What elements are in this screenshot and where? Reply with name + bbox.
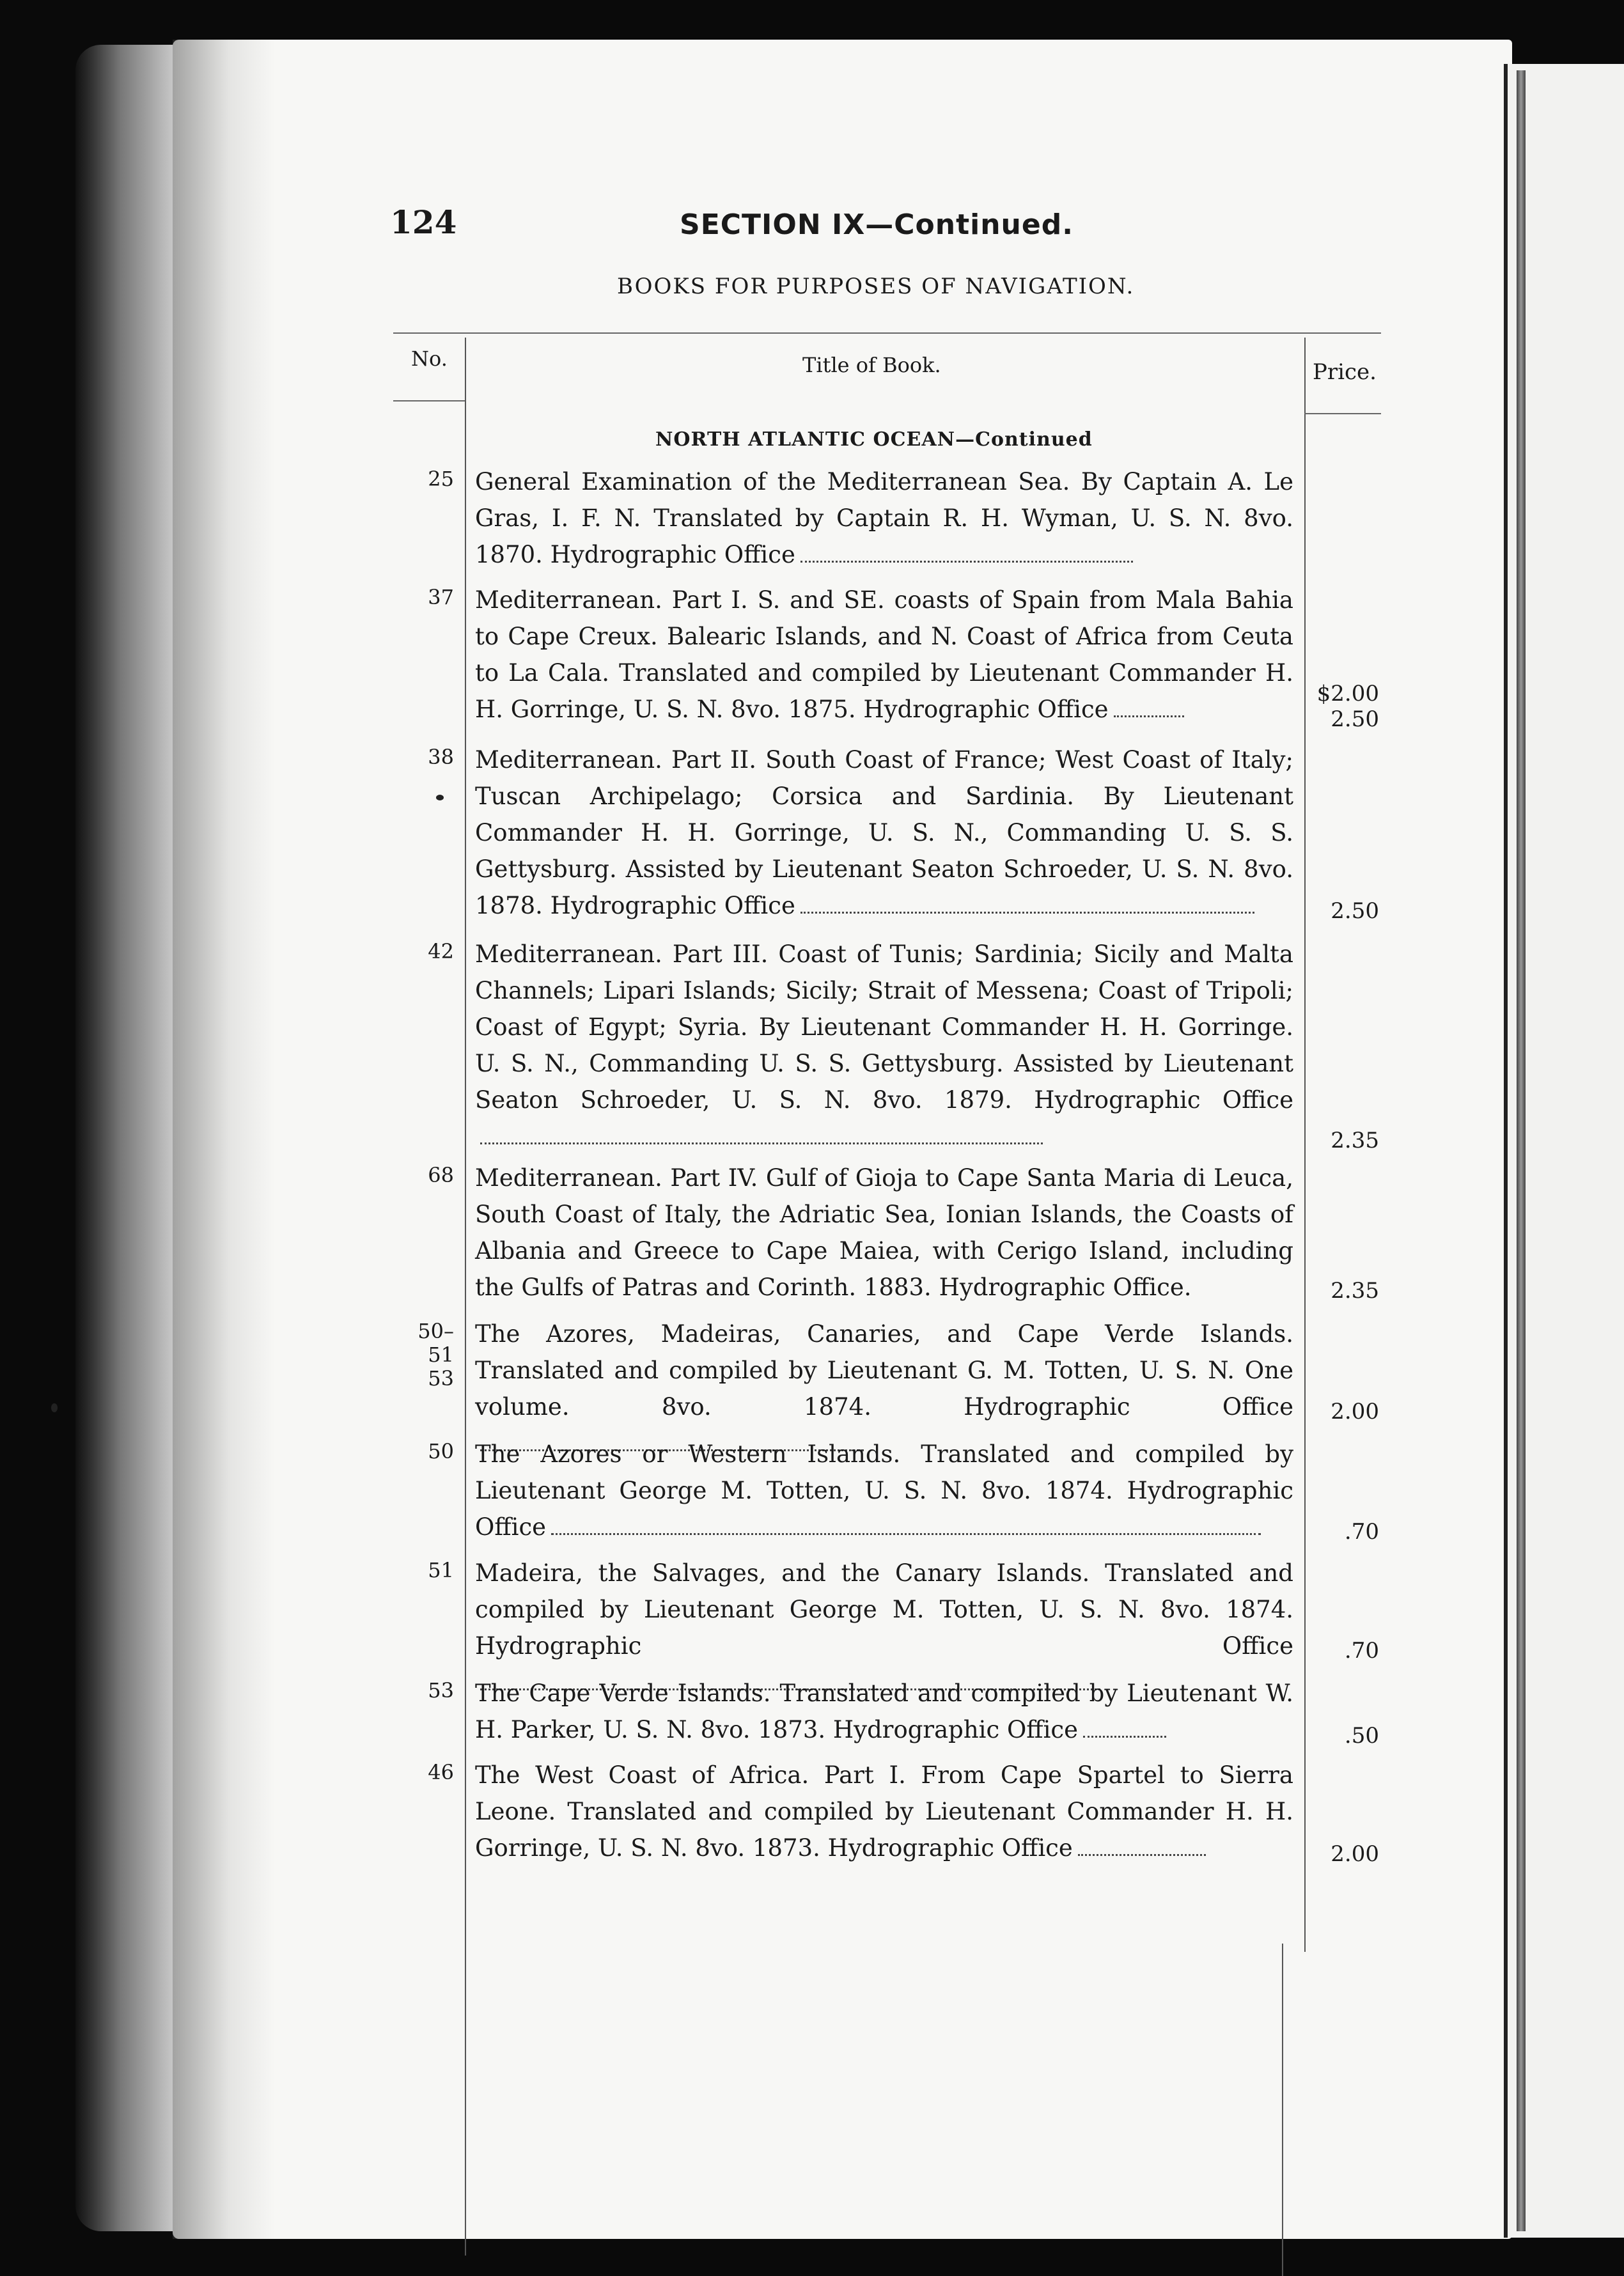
page-subtitle: BOOKS FOR PURPOSES OF NAVIGATION. xyxy=(617,274,1135,299)
entry-title-text: The Cape Verde Islands. Translated and compiled by Lieutenant W. H. Parker, U. S. N. 8vo. 1873. Hydrographic Office xyxy=(475,1680,1293,1743)
dot-leader xyxy=(800,901,1254,914)
entry-title-text: Mediterranean. Part II. South Coast of France; West Coast of Italy; Tuscan Archipelago; Corsica and Sardinia. By Lieutenant Commander H. H. Gorringe, U. S. N., Commanding U. S. S. Gettysburg. Assisted by Lieutenant Seaton Schroeder, U. S. N. 8vo. 1878. Hydrographic Office xyxy=(475,746,1293,919)
entry-title-text: The West Coast of Africa. Part I. From Cape Spartel to Sierra Leone. Translated and compiled by Lieutenant Commander H. H. Gorringe, U. S. N. 8vo. 1873. Hydrographic Office xyxy=(475,1761,1293,1862)
dot-leader xyxy=(1083,1726,1166,1738)
entry-number: 51 xyxy=(428,1558,454,1582)
entry-title-text: General Examination of the Mediterranean Sea. By Captain A. Le Gras, I. F. N. Translated by Captain R. H. Wyman, U. S. N. 8vo. 1870. Hydrographic Office xyxy=(475,468,1293,568)
entry-number: 38 xyxy=(428,745,454,769)
entry-title-text: Madeira, the Salvages, and the Canary Islands. Translated and compiled by Lieutenant George M. Totten, U. S. N. 8vo. 1874. Hydrographic Office xyxy=(475,1559,1293,1660)
entry-title xyxy=(475,1160,1293,1306)
entry-title-text: The Azores, Madeiras, Canaries, and Cape Verde Islands. Translated and compiled by Lieutenant G. M. Totten, U. S. N. One volume. 8vo. 1874. Hydrographic Office xyxy=(475,1320,1293,1421)
dot-leader xyxy=(1114,705,1184,717)
column-divider xyxy=(1282,1944,1283,2276)
entry-price: .50 xyxy=(1344,1723,1379,1749)
entry-title xyxy=(475,742,1293,924)
entry-number: 37 xyxy=(428,585,454,609)
entry-title xyxy=(475,1675,1293,1748)
entry-number: 25 xyxy=(428,467,454,491)
table-top-rule xyxy=(393,332,1381,334)
column-divider xyxy=(465,338,466,2256)
entry-title xyxy=(475,936,1293,1155)
region-heading: NORTH ATLANTIC OCEAN—Continued xyxy=(655,428,1093,451)
entry-title-text: Mediterranean. Part I. S. and SE. coasts of Spain from Mala Bahia to Cape Creux. Balearic Islands, and N. Coast of Africa from Ceuta to La Cala. Translated and compiled by Lieutenant Commander H. H. Gorringe, U. S. N. 8vo. 1875. Hydrographic Office xyxy=(475,586,1293,723)
entry-number: 46 xyxy=(428,1760,454,1784)
entry-price: 2.50 xyxy=(1331,898,1379,924)
entry-price: .70 xyxy=(1344,1519,1379,1545)
header-rule xyxy=(1304,413,1381,414)
entry-price: 2.50 xyxy=(1331,706,1379,732)
entry-price: 2.00 xyxy=(1331,1399,1379,1424)
entry-price: 2.35 xyxy=(1331,1278,1379,1304)
page-number: 124 xyxy=(390,203,457,241)
dot-leader xyxy=(551,1523,1261,1535)
entry-number: 50–51 53 xyxy=(418,1319,454,1391)
entry-number: 68 xyxy=(428,1163,454,1187)
entry-title xyxy=(475,464,1293,573)
entry-title xyxy=(475,1757,1293,1866)
ink-mark xyxy=(51,1403,58,1412)
entry-price: 2.00 xyxy=(1331,1841,1379,1867)
dot-leader xyxy=(1078,1844,1206,1856)
entry-number: 42 xyxy=(428,939,454,963)
entry-price: $2.00 xyxy=(1316,681,1379,706)
section-title: SECTION IX—Continued. xyxy=(680,208,1074,241)
entry-title xyxy=(475,582,1293,728)
page-header xyxy=(390,203,1477,254)
entry-price: 2.35 xyxy=(1331,1128,1379,1153)
header-rule xyxy=(393,400,465,401)
column-header-price: Price. xyxy=(1313,359,1377,385)
entry-number: 50 xyxy=(428,1439,454,1463)
dot-leader xyxy=(480,1132,1043,1144)
entry-price: .70 xyxy=(1344,1638,1379,1664)
column-divider xyxy=(1304,338,1306,1952)
books-table xyxy=(393,332,1381,1956)
entry-title xyxy=(475,1436,1293,1545)
entry-number: 53 xyxy=(428,1678,454,1703)
entry-title-text: Mediterranean. Part IV. Gulf of Gioja to Cape Santa Maria di Leuca, South Coast of Italy, the Adriatic Sea, Ionian Islands, the Coasts of Albania and Greece to Cape Maiea, with Cerigo Island, including the Gulfs of Patras and Corinth. 1883. Hydrographic Office. xyxy=(475,1164,1293,1301)
binding-strip xyxy=(1517,70,1526,2231)
entry-title-text: The Azores or Western Islands. Translated and compiled by Lieutenant George M. Totten, U. S. N. 8vo. 1874. Hydrographic Office xyxy=(475,1440,1293,1541)
column-header-title: Title of Book. xyxy=(802,353,941,377)
column-header-no: No. xyxy=(411,347,448,371)
dot-leader xyxy=(800,550,1133,563)
entry-title-text: Mediterranean. Part III. Coast of Tunis; Sardinia; Sicily and Malta Channels; Lipari Islands; Sicily; Strait of Messena; Coast of Tripoli; Coast of Egypt; Syria. By Lieutenant Commander H. H. Gorringe. U. S. N., Commanding U. S. S. Gettysburg. Assisted by Lieutenant Seaton Schroeder, U. S. N. 8vo. 1879. Hydrographic Office xyxy=(475,940,1293,1114)
book-page-edge xyxy=(75,45,187,2231)
